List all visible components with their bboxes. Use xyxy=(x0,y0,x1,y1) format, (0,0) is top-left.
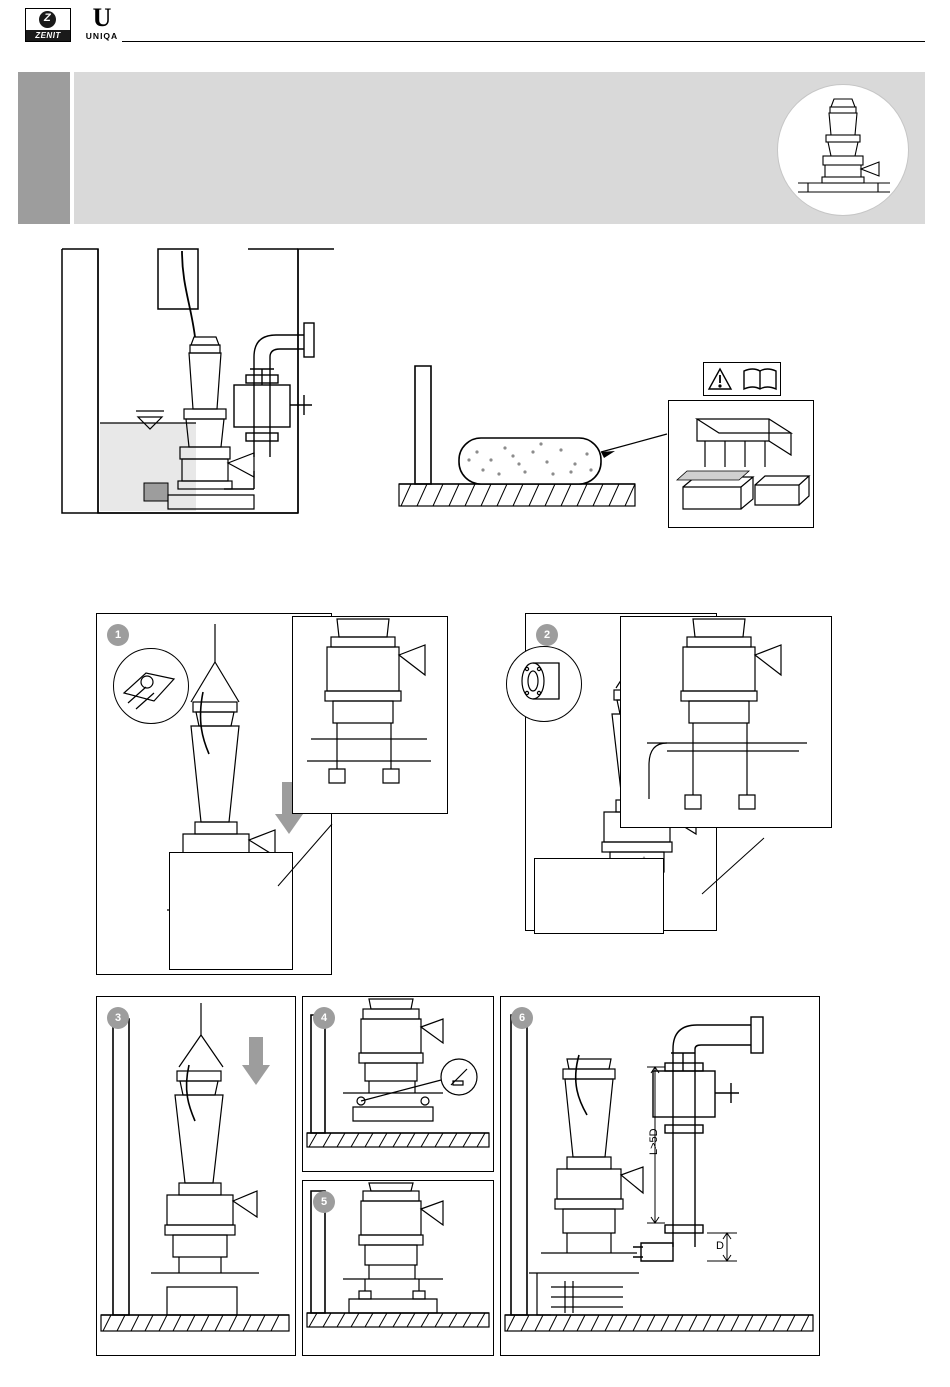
step-6-badge: 6 xyxy=(511,1007,533,1029)
step-2-zoom-panel xyxy=(620,616,832,828)
uniqa-logo-text: UNIQA xyxy=(85,31,119,41)
step-3-badge: 3 xyxy=(107,1007,129,1029)
uniqa-logo xyxy=(78,3,126,48)
dimension-diameter-label: D xyxy=(716,1240,724,1252)
title-band-body xyxy=(74,72,925,224)
wet-pit-installation-figure xyxy=(58,245,338,525)
step-3-panel xyxy=(96,996,296,1356)
pump-thumbnail xyxy=(777,84,909,216)
step-4-panel xyxy=(302,996,494,1172)
zenit-logo xyxy=(25,8,71,42)
step-2-leader-line xyxy=(700,836,768,898)
uniqa-glyph-icon: U xyxy=(92,3,112,32)
step-1-base-detail xyxy=(169,852,293,970)
step-1-badge: 1 xyxy=(107,624,129,646)
step-2-base-detail xyxy=(534,858,664,934)
safety-icon-box xyxy=(703,362,781,396)
dimension-length-label: L>5D xyxy=(648,1128,660,1155)
step-6-panel xyxy=(500,996,820,1356)
header-rule xyxy=(122,41,925,42)
page-header xyxy=(0,0,950,56)
dry-chamber-detail-box xyxy=(668,400,814,528)
step-1-leader-line xyxy=(276,820,336,890)
step-2-badge: 2 xyxy=(536,624,558,646)
zenit-mark-icon xyxy=(39,11,56,28)
flange-ring-icon xyxy=(506,646,582,722)
title-band xyxy=(18,72,925,224)
step-4-badge: 4 xyxy=(313,1007,335,1029)
step-5-panel xyxy=(302,1180,494,1356)
zenit-logo-text: ZENIT xyxy=(26,30,70,41)
step-1-zoom-panel xyxy=(292,616,448,814)
lifting-bracket-icon xyxy=(113,648,189,724)
title-band-accent xyxy=(18,72,70,224)
step-5-badge: 5 xyxy=(313,1191,335,1213)
